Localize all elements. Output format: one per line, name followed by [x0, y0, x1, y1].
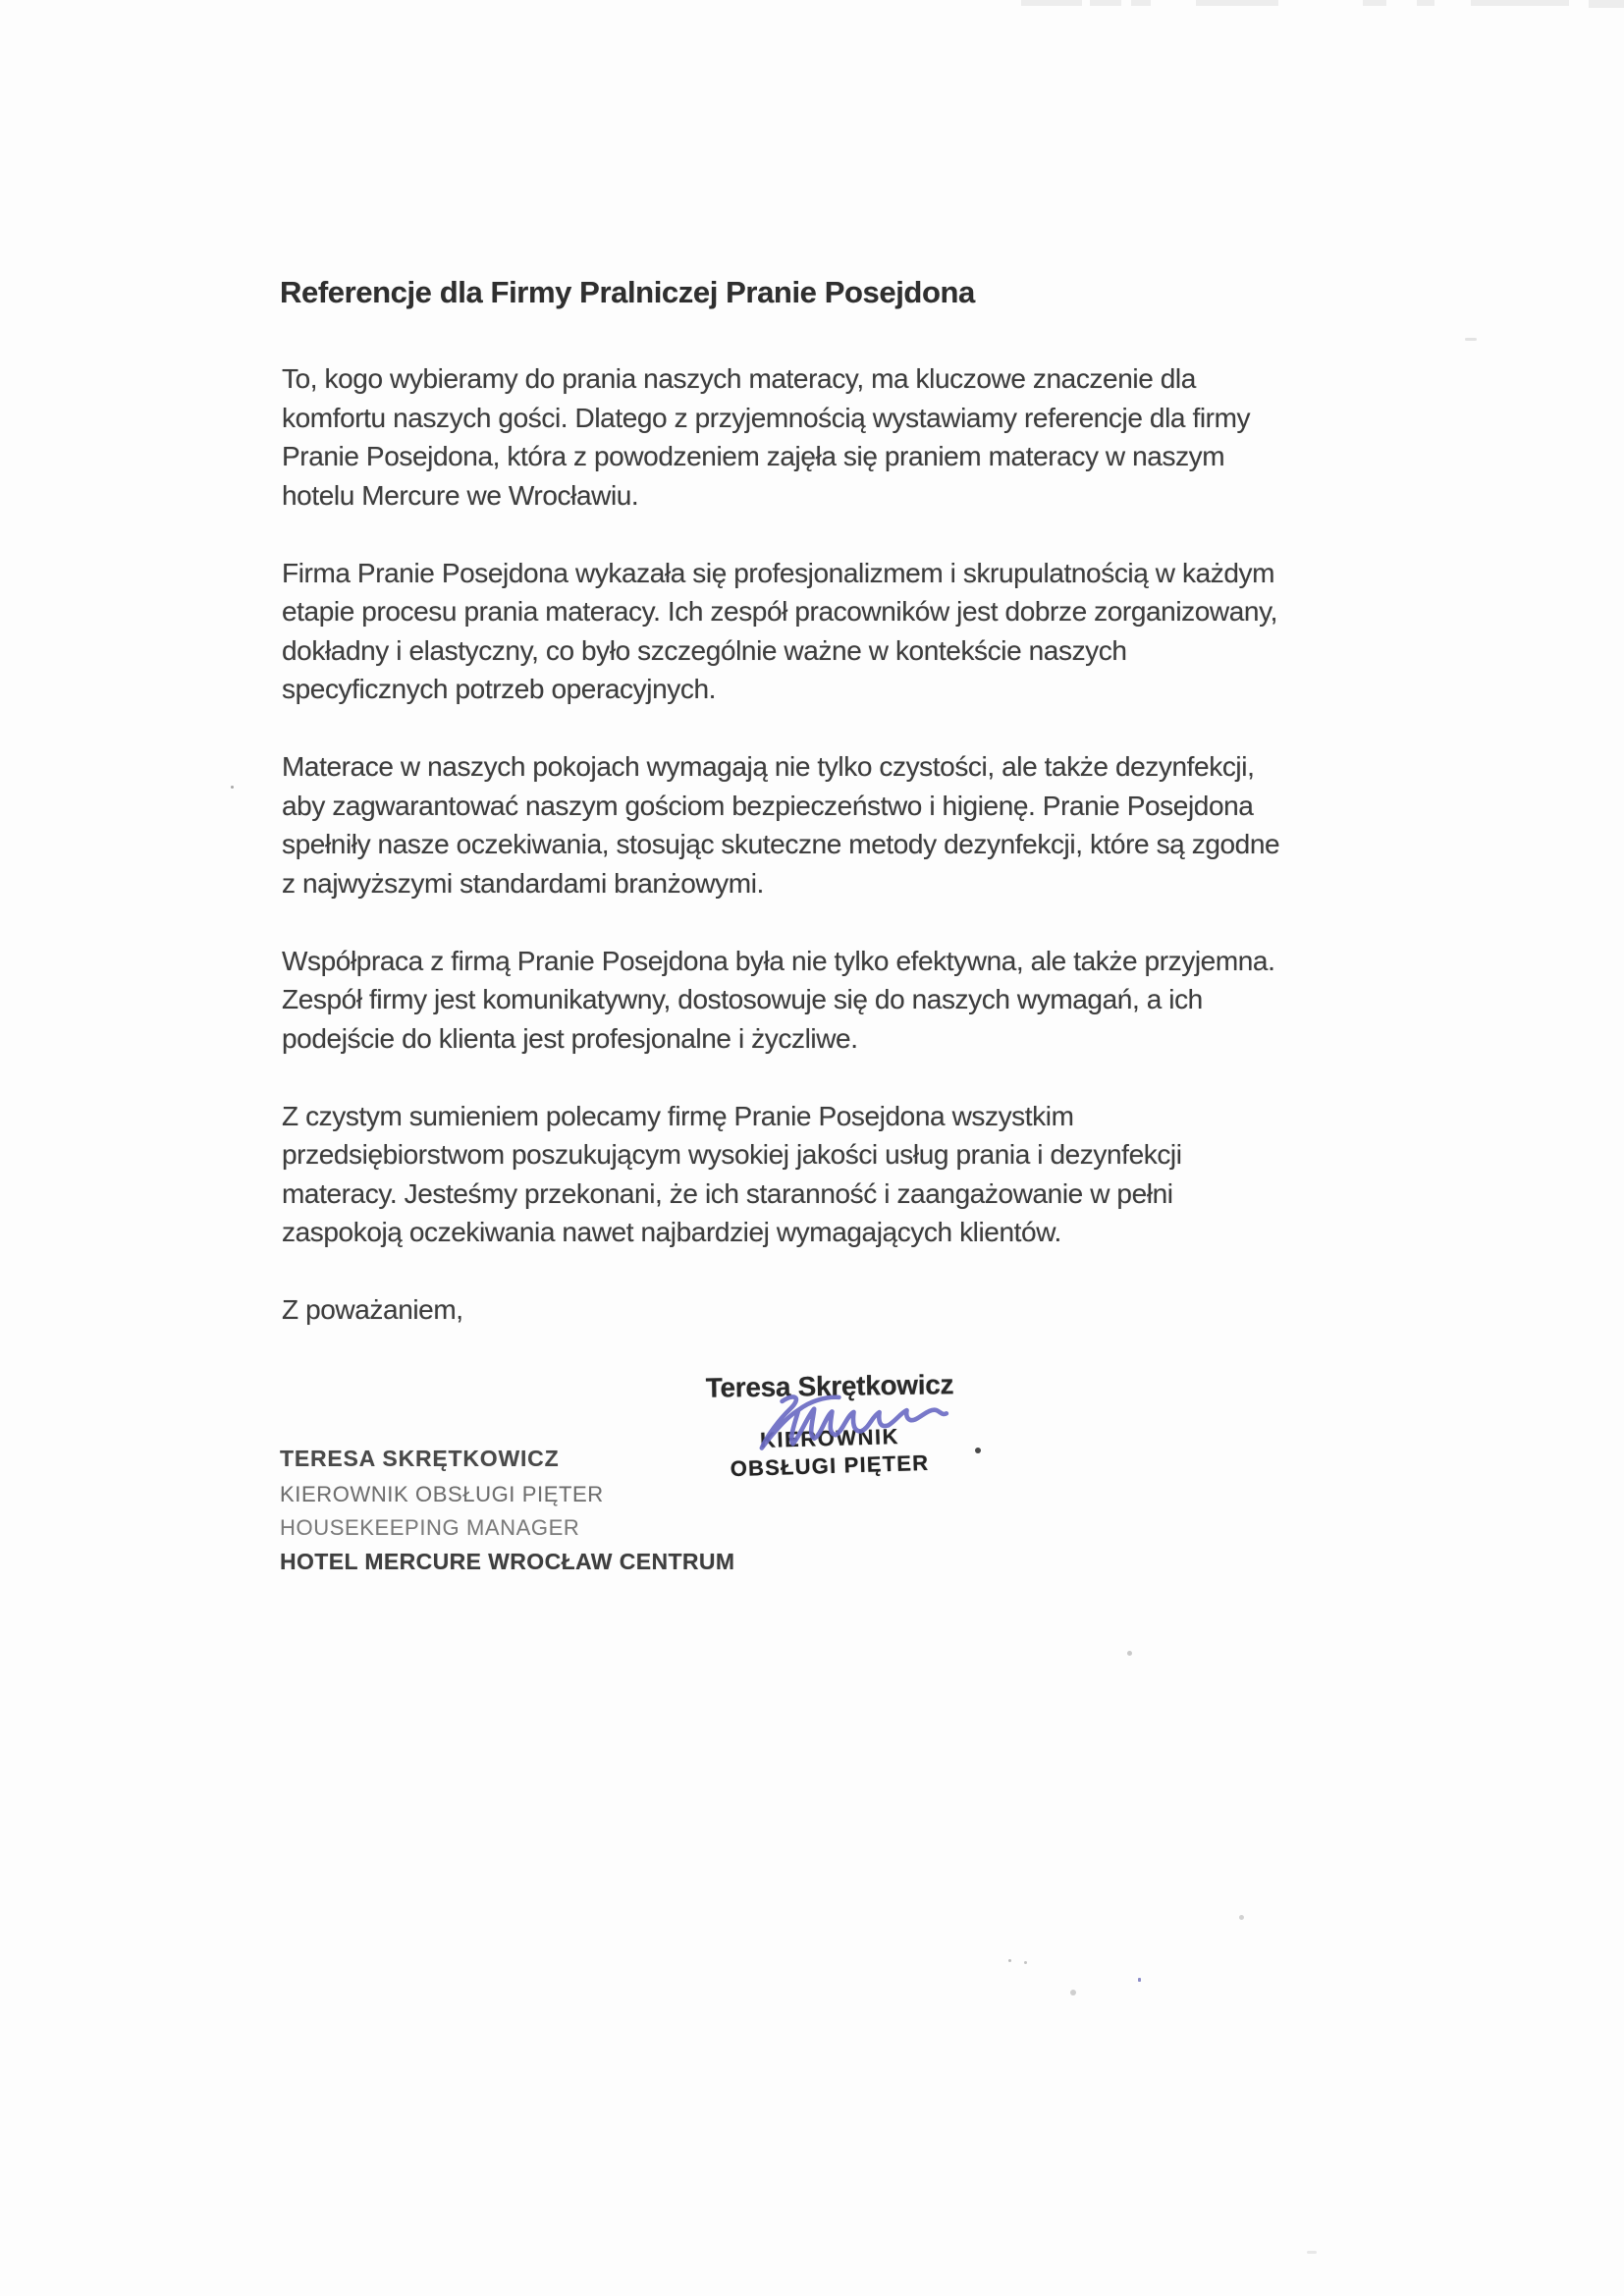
paragraph-4: Współpraca z firmą Pranie Posejdona była nie tylko efektywna, ale także przyjemna. Zespół firmy jest komunikatywny, dostosowuje się do naszych wymagań, a ich podejście do klienta jest profesjonalne i życzliwe. — [282, 945, 1275, 1054]
signer-title-pl: KIEROWNIK OBSŁUGI PIĘTER — [280, 1482, 604, 1506]
scan-speck — [1127, 1651, 1132, 1656]
letter-title: Referencje dla Firmy Pralniczej Pranie Posejdona — [280, 275, 975, 309]
letter-body — [282, 359, 1440, 1330]
paragraph-5: Z czystym sumieniem polecamy firmę Pranie Posejdona wszystkim przedsiębiorstwom poszukującym wysokiej jakości usług prania i dezynfekcji materacy. Jesteśmy przekonani, że ich staranność i zaangażowanie w pełni zaspokoją oczekiwania nawet najbardziej wymagających klientów. — [282, 1100, 1182, 1247]
signer-company: HOTEL MERCURE WROCŁAW CENTRUM — [280, 1549, 735, 1574]
scan-speck — [231, 786, 234, 789]
paragraph-2: Firma Pranie Posejdona wykazała się profesjonalizmem i skrupulatnością w każdym etapie procesu prania materacy. Ich zespół pracowników jest dobrze zorganizowany, dokładny i elastyczny, co było szczególnie ważne w kontekście naszych specyficznych potrzeb operacyjnych. — [282, 557, 1277, 704]
handwritten-signature-icon — [754, 1387, 954, 1451]
scan-speck — [1239, 1915, 1244, 1920]
ink-dot-speck — [975, 1448, 981, 1453]
scan-edge-artifact — [1131, 0, 1151, 6]
stamp-name: Teresa Skrętkowicz — [705, 1369, 954, 1403]
scan-edge-artifact — [1090, 0, 1121, 6]
paragraph-3: Materace w naszych pokojach wymagają nie tylko czystości, ale także dezynfekcji, aby zagwarantować naszym gościom bezpieczeństwo i higienę. Pranie Posejdona spełniły nasze oczekiwania, stosując skuteczne metody dezynfekcji, które są zgodne z najwyższymi standardami branżowymi. — [282, 751, 1280, 899]
scan-edge-artifact — [1021, 0, 1082, 6]
scan-speck — [1465, 338, 1477, 341]
closing-line: Z poważaniem, — [282, 1294, 463, 1325]
scan-edge-artifact — [1363, 0, 1386, 6]
scan-speck — [1138, 1978, 1141, 1982]
scan-speck — [1307, 2251, 1317, 2254]
stamp-role-line-1: KIEROWNIK — [759, 1424, 900, 1452]
scan-speck — [1024, 1961, 1027, 1964]
scan-edge-artifact — [1471, 0, 1569, 6]
signer-title-en: HOUSEKEEPING MANAGER — [280, 1515, 580, 1540]
scan-speck — [1008, 1959, 1011, 1962]
scan-edge-artifact — [1589, 0, 1624, 8]
signature-block — [280, 1446, 734, 1575]
scan-edge-artifact — [1196, 0, 1278, 6]
stamp-role-line-2: OBSŁUGI PIĘTER — [730, 1449, 930, 1482]
signer-name: TERESA SKRĘTKOWICZ — [280, 1446, 560, 1471]
scan-edge-artifact — [1417, 0, 1435, 6]
paragraph-1: To, kogo wybieramy do prania naszych materacy, ma kluczowe znaczenie dla komfortu naszych gości. Dlatego z przyjemnością wystawiamy referencje dla firmy Pranie Posejdona, która z powodzeniem zajęła się praniem materacy w naszym hotelu Mercure we Wrocławiu. — [282, 363, 1251, 511]
scan-speck — [1070, 1990, 1076, 1995]
